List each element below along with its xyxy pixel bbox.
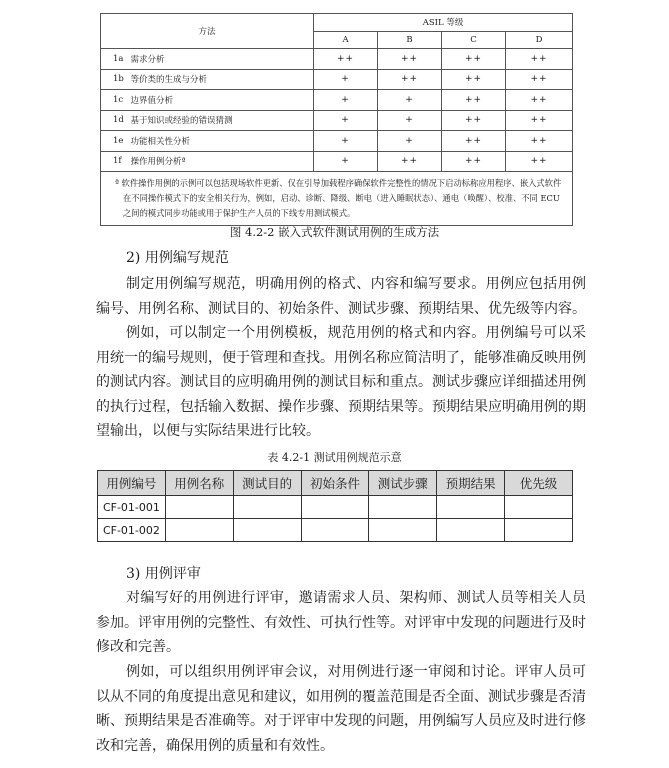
row-id: 1a xyxy=(101,49,131,70)
row-value-c: ++ xyxy=(442,151,506,172)
row-value-d: ++ xyxy=(506,131,573,152)
table-row xyxy=(101,69,573,90)
table-cell: CF-01-002 xyxy=(98,519,166,542)
row-value-b: + xyxy=(378,131,442,152)
row-id: 1f xyxy=(101,151,131,172)
table-row xyxy=(98,519,573,542)
figure-caption: 图 4.2-2 嵌入式软件测试用例的生成方法 xyxy=(229,225,440,239)
asil-header: ASIL 等级 xyxy=(314,14,573,32)
column-header: 测试步骤 xyxy=(369,471,437,496)
row-value-a: + xyxy=(314,151,378,172)
table-row xyxy=(101,90,573,111)
row-method-name: 需求分析 xyxy=(131,49,314,70)
table-cell xyxy=(165,496,233,519)
table-caption: 表 4.2-1 测试用例规范示意 xyxy=(267,451,402,464)
row-value-c: ++ xyxy=(442,131,506,152)
column-header: 用例编号 xyxy=(98,471,166,496)
row-value-b: + xyxy=(378,110,442,131)
paragraph: 例如，可以制定一个用例模板，规范用例的格式和内容。用例编号可以采用统一的编号规则，便于管理和查找。用例名称应简洁明了，能够准确反映用例的测试内容。测试目的应明确用例的测试目标和重点。测试步骤应详细描述用例的执行过程，包括输入数据、操作步骤、预期结果等。预期结果应明确用例的期望输出，以便与实际结果进行比较。 xyxy=(96,325,586,440)
table-row xyxy=(101,131,573,152)
table-cell xyxy=(301,496,369,519)
row-method-name: 操作用例分析ª xyxy=(131,151,314,172)
table-row xyxy=(98,496,573,519)
row-value-d: ++ xyxy=(506,49,573,70)
asil-level-b: B xyxy=(378,31,442,49)
column-header: 测试目的 xyxy=(233,471,301,496)
row-value-d: ++ xyxy=(506,90,573,111)
table-cell xyxy=(437,496,505,519)
method-header: 方法 xyxy=(101,14,314,49)
row-value-b: ++ xyxy=(378,69,442,90)
row-value-b: ++ xyxy=(378,49,442,70)
table-row xyxy=(101,49,573,70)
table-cell xyxy=(369,496,437,519)
row-value-b: + xyxy=(378,90,442,111)
row-value-a: ++ xyxy=(314,49,378,70)
row-value-a: + xyxy=(314,69,378,90)
column-header: 优先级 xyxy=(505,471,573,496)
table-cell xyxy=(301,519,369,542)
paragraph: 对编写好的用例进行评审，邀请需求人员、架构师、测试人员等相关人员参加。评审用例的完整性、有效性、可执行性等。对评审中发现的问题进行及时修改和完善。 xyxy=(96,590,586,656)
table-cell xyxy=(369,519,437,542)
paragraph: 制定用例编写规范，明确用例的格式、内容和编写要求。用例应包括用例编号、用例名称、测试目的、初始条件、测试步骤、预期结果、优先级等内容。 xyxy=(96,276,586,317)
asil-level-d: D xyxy=(506,31,573,49)
asil-method-table xyxy=(100,13,573,226)
row-method-name: 基于知识或经验的错误猜测 xyxy=(131,110,314,131)
row-value-a: + xyxy=(314,90,378,111)
row-value-a: + xyxy=(314,131,378,152)
column-header: 用例名称 xyxy=(165,471,233,496)
row-id: 1b xyxy=(101,69,131,90)
row-value-d: ++ xyxy=(506,69,573,90)
table-cell xyxy=(233,496,301,519)
row-value-d: ++ xyxy=(506,110,573,131)
row-value-d: ++ xyxy=(506,151,573,172)
table-cell: CF-01-001 xyxy=(98,496,166,519)
row-value-c: ++ xyxy=(442,69,506,90)
column-header: 预期结果 xyxy=(437,471,505,496)
row-value-c: ++ xyxy=(442,49,506,70)
row-value-a: + xyxy=(314,110,378,131)
asil-level-a: A xyxy=(314,31,378,49)
row-value-b: ++ xyxy=(378,151,442,172)
row-id: 1d xyxy=(101,110,131,131)
row-method-name: 功能相关性分析 xyxy=(131,131,314,152)
row-method-name: 边界值分析 xyxy=(131,90,314,111)
row-id: 1c xyxy=(101,90,131,111)
table-row xyxy=(101,110,573,131)
row-method-name: 等价类的生成与分析 xyxy=(131,69,314,90)
table-row xyxy=(101,151,573,172)
table-footnote: ª 软件操作用例的示例可以包括现场软件更新、仅在引导加载程序确保软件完整性的情况下启动标称应用程序、嵌入式软件在不同操作模式下的安全相关行为，例如，启动、诊断、降级、断电（进入睡眠状态）、通电（唤醒）、校准、不同 ECU 之间的模式同步功能或用于保护生产人员的下线专用测试模式。 xyxy=(101,172,573,226)
test-case-spec-table xyxy=(97,470,573,542)
section-heading: 3) 用例评审 xyxy=(126,566,201,582)
table-cell xyxy=(505,496,573,519)
paragraph: 例如，可以组织用例评审会议，对用例进行逐一审阅和讨论。评审人员可以从不同的角度提出意见和建议，如用例的覆盖范围是否全面、测试步骤是否清晰、预期结果是否准确等。对于评审中发现的问题，用例编写人员应及时进行修改和完善，确保用例的质量和有效性。 xyxy=(96,664,586,754)
row-value-c: ++ xyxy=(442,90,506,111)
table-cell xyxy=(437,519,505,542)
asil-level-c: C xyxy=(442,31,506,49)
row-id: 1e xyxy=(101,131,131,152)
column-header: 初始条件 xyxy=(301,471,369,496)
row-value-c: ++ xyxy=(442,110,506,131)
table-cell xyxy=(505,519,573,542)
table-cell xyxy=(233,519,301,542)
table-cell xyxy=(165,519,233,542)
section-heading: 2) 用例编写规范 xyxy=(126,250,229,266)
